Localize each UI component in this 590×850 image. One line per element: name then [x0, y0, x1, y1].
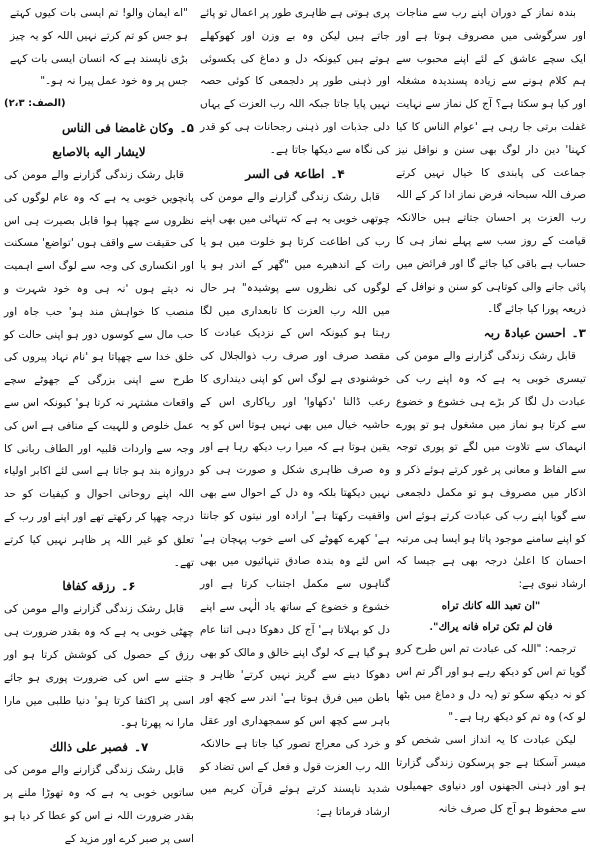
heading-4-title: اطاعۃ فی السر: [245, 166, 325, 181]
right-paragraph-1: بندہ نماز کے دوران اپنے رب سے مناجات اور سرگوشی میں مصروف ہوتا ہے اور ایک سچے عاشق کے لئے اپنے محبوب سے ہم کلام ہونے سے زیادہ پسندیدہ مشغلہ اور کیا ہو سکتا ہے؟ آج کل نماز سے نہایت غفلت برتی جا رہی ہے 'عوام الناس کا کیا کہنا' دین دار لوگ بھی سنن و نوافل نیز جماعت کی پابندی کا خیال نہیں کرتے صرف اللہ سبحانہ فرض نماز ادا کر کے اللہ رب العزت پر احسان جتاتے ہیں حالانکہ قیامت کے روز سب سے پہلے نماز ہی کا حساب ہے باقی کیا جائے گا اور فرائض میں پائی جانے والی کوتاہی کو سنن و نوافل کے ذریعہ پورا کیا جائے گا۔: [396, 7, 586, 316]
heading-3: [396, 321, 586, 345]
hadith-line-2: فان لم تكن تراه فانه يراك".: [429, 620, 553, 633]
right-paragraph-4: لیکن عبادت کا یہ انداز اسی شخص کو میسر آسکتا ہے جو پرسکون زندگی گزارتا ہو اور ذہنی الجھنوں اور دنیاوی جھمیلوں سے محفوظ ہو آج کل صرف خانہ: [396, 734, 586, 815]
heading-4-number: ۴۔: [330, 166, 345, 181]
hadith-line-1: "ان تعبد الله كانك تراه: [441, 599, 541, 612]
right-paragraph-3: ترجمہ: "اللہ کی عبادت تم اس طرح کرو گویا تم اس کو دیکھ رہے ہو اور اگر تم اس کو نہ دیکھ سکو تو (یہ دل و دماغ میں بٹھا لو کہ) وہ تم کو دیکھ رہا ہے۔": [396, 642, 586, 724]
middle-column: [200, 2, 390, 819]
left-paragraph-2: قابل رشک زندگی گزارنے والے مومن کی چھٹی خوبی یہ ہے کہ وہ بقدر ضرورت ہی رزق کے حصول کی کوشش کرتا ہو اور جتنے سے اس کی ضرورت پوری ہو جائے اسی پر اکتفا کرتا ہو' دنیا طلبی میں مارا مارا نہ پھرتا ہو۔: [4, 603, 194, 730]
middle-paragraph-1: پری ہوتی ہے ظاہری طور پر اعمال تو پائے جاتے ہیں لیکن وہ بے وزن اور کھوکھلے ہوتے ہیں کیونکہ دل و دماغ کی یکسوئی اور ذہنی طور پر دلجمعی کا کوئی حصہ نہیں پایا جاتا جبکہ اللہ رب العزت کے یہاں دلی جذبات اور ذہنی رجحانات ہی کو قدر کی نگاہ سے دیکھا جاتا ہے۔: [200, 7, 390, 156]
heading-6-title: رزقه كفافا: [62, 579, 116, 594]
heading-5: [4, 116, 194, 140]
heading-3-number: ۳۔: [571, 326, 586, 341]
heading-3-title: احسن عبادۃ ربہ: [483, 326, 566, 341]
right-column: [396, 2, 586, 815]
heading-7-title: فصبر علی ذالك: [49, 740, 128, 755]
quote-reference: (الصف: ۲،۳): [4, 98, 66, 110]
heading-5-line-2: [4, 140, 194, 164]
quran-translation-quote: "اے ایمان والو! تم ایسی بات کیوں کہتے ہو جس کو تم کرتے نہیں اللہ کو یہ چیز بڑی ناپسند ہے کہ انسان ایسی بات کہے جس پر وہ خود عمل پیرا نہ ہو۔": [10, 7, 188, 88]
heading-5-number: ۵۔: [179, 120, 194, 135]
heading-5-title-line-2: لایشار الیه بالاصابع: [52, 144, 146, 159]
heading-7: [4, 735, 194, 759]
left-paragraph-3: قابل رشک زندگی گزارنے والے مومن کی ساتویں خوبی یہ ہے کہ وہ تھوڑا ملنے پر بقدر ضرورت اللہ نے اس کو عطا کر دیا ہو اسی پر صبر کرے اور مزید کے: [4, 764, 194, 845]
heading-6-number: ۶۔: [121, 579, 136, 594]
heading-6: [4, 574, 194, 598]
heading-4: [200, 162, 390, 186]
left-column: [4, 2, 194, 845]
heading-5-title-line-1: وكان غامضا فی الناس: [62, 120, 174, 135]
left-paragraph-1: قابل رشک زندگی گزارنے والے مومن کی پانچویں خوبی یہ ہے کہ وہ عام لوگوں کی نظروں سے چھپا ہوا قابل بصیرت ہی اس کی حقیقت سے واقف ہوں 'تواضع' مسکنت اور انکساری کی وجہ سے لوگ اسے اہمیت نہ دیتے ہوں 'نہ ہی وہ خود شہرت و منصب کا خواہش مند ہو' حب جاہ اور حب مال سے کوسوں دور ہو اپنی حالت کو خلق خدا سے چھپاتا ہو 'نام نہاد پیروں کی طرح سے اپنی بزرگی کے جھوٹے سچے واقعات مشتہر نہ کرتا ہو' کیونکہ اس سے عمل خلوص و للہیت کے منافی ہے اس کی وجہ سے واردات قلبیہ اور الطاف ربانی کا دروازہ بند ہو جاتا ہے اسی لئے اکابر اولیاء اللہ اپنے روحانی احوال و کیفیات کو حد درجہ چھپا کر رکھتے تھے اور اپنے اور رب کے تعلق کو غیر اللہ پر ظاہر نہیں کیا کرتے تھے۔: [4, 168, 194, 569]
right-paragraph-2: قابل رشک زندگی گزارنے والے مومن کی تیسری خوبی یہ ہے کہ وہ اپنے رب کی عبادت دل لگا کر بڑے ہی خشوع و خضوع سے کرتا ہو نماز میں مشغول ہو تو پورے انہماک سے تلاوت میں لگے تو پوری توجہ سے الفاظ و معانی پر غور کرتے ہوئے ذکر و اذکار میں مصروف ہو تو مکمل دلجمعی سے گویا اپنے رب کی عبادت کرتے ہوئے اس کو اپنے سامنے موجود پاتا ہو ایسا ہی مرتبہ احسان کا اعلیٰ درجہ بھی ہے جیسا کہ ارشاد نبوی ہے:: [396, 350, 586, 591]
heading-7-number: ۷۔: [133, 740, 149, 755]
middle-paragraph-2: قابل رشک زندگی گزارنے والے مومن کی چوتھی خوبی یہ ہے کہ تنہائی میں بھی اپنے رب کی اطاعت کرتا ہو خلوت میں ہو یا رات کے اندھیرے میں "گھر کے اندر ہو یا لوگوں کی نظروں سے پوشیدہ" ہر حال میں اللہ رب العزت کا تابعداری میں لگا رہتا ہو کیونکہ اس کے نزدیک عبادت کا مقصد صرف اور صرف رب ذوالجلال کی خوشنودی ہے لوگ اس کو اپنی دینداری کا رعب ڈالنا 'دکھاوا' اور ریاکاری اس کے حاشیہ خیال میں بھی نہیں ہوتا اس کو یہ یقین ہوتا ہے کہ میرا رب دیکھ رہا ہے اور وہ صرف ظاہری شکل و صورت ہی کو نہیں دیکھتا بلکہ وہ دل کے احوال سے بھی واقفیت رکھتا ہے' ارادہ اور نیتوں کو جانتا ہے' کھرے کھوٹے کی اسے خوب پہچان ہے' اس لئے وہ بندہ صادق تنہائیوں میں بھی گناہوں سے مکمل اجتناب کرتا ہے اور خشوع و خضوع کے ساتھ یاد الٰہی سے اپنے دل کو بہلاتا ہے' آج کل دھوکا دہی اتنا عام ہو گیا ہے کہ لوگ اپنے خالق و مالک کو بھی دھوکا دینے سے گریز نہیں کرتے' ظاہر و باطن میں فرق ہوتا ہے' اندر سے کچھ اور باہر سے کچھ اس کو سمجھداری اور عقل و خرد کی معراج تصور کیا جاتا ہے حالانکہ اللہ رب العزت قول و فعل کے اس تضاد کو شدید ناپسند کرتے ہوئے قرآن کریم میں ارشاد فرماتا ہے:: [200, 190, 390, 819]
